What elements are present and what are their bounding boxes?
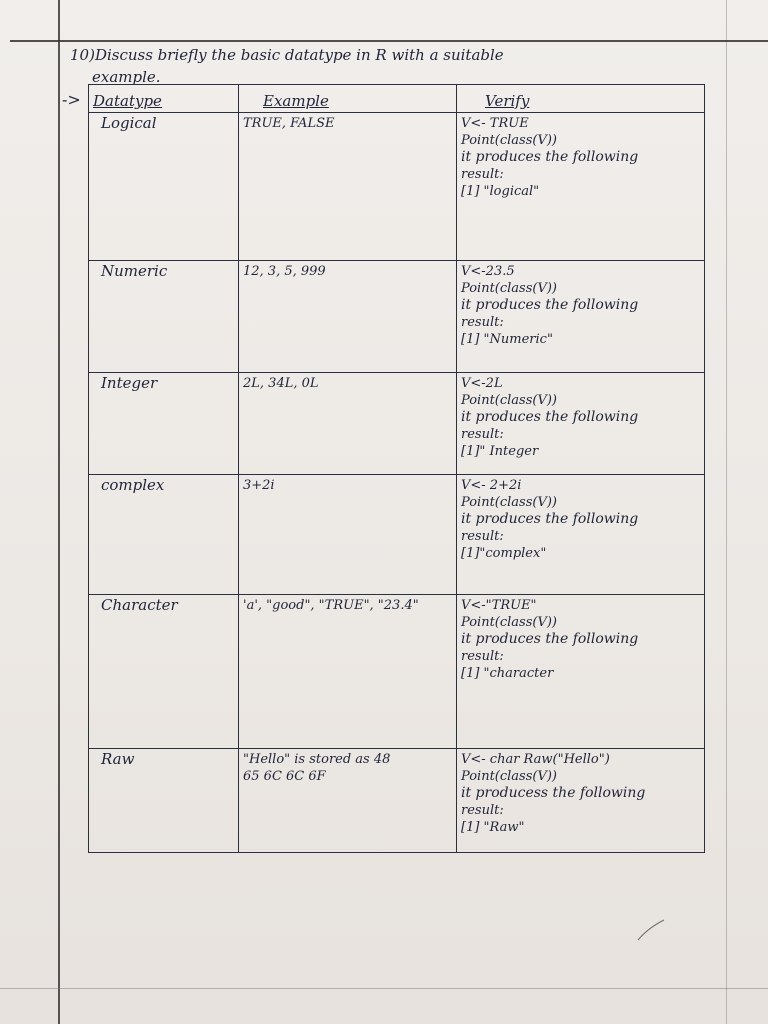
example-line: 3+2i — [243, 478, 275, 493]
datatype-name: Logical — [101, 114, 157, 132]
table-row — [89, 749, 705, 853]
datatype-cell — [89, 475, 239, 595]
verify-line: V<-"TRUE" — [461, 598, 537, 613]
datatype-name: Raw — [101, 750, 135, 768]
verify-cell — [457, 475, 705, 595]
verify-cell — [457, 595, 705, 749]
verify-line: it produces the following — [461, 409, 639, 425]
verify-line: result: — [461, 649, 504, 664]
datatype-cell — [89, 749, 239, 853]
verify-cell — [457, 261, 705, 373]
verify-line: V<- TRUE — [461, 116, 529, 131]
table-row — [89, 595, 705, 749]
verify-line: V<-23.5 — [461, 264, 515, 279]
verify-line: [1] "Raw" — [461, 820, 525, 835]
datatype-name: Integer — [101, 374, 158, 392]
example-cell — [239, 749, 457, 853]
example-cell — [239, 373, 457, 475]
datatype-cell — [89, 113, 239, 261]
verify-line: [1] "logical" — [461, 184, 540, 199]
verify-line: Point(class(V)) — [461, 769, 558, 784]
verify-line: V<-2L — [461, 376, 503, 391]
datatype-name: Numeric — [101, 262, 168, 280]
table-row — [89, 113, 705, 261]
verify-line: it produces the following — [461, 297, 639, 313]
verify-line: it produces the following — [461, 511, 639, 527]
verify-line: result: — [461, 315, 504, 330]
verify-line: result: — [461, 529, 504, 544]
margin-line-left — [58, 0, 60, 1024]
example-cell — [239, 595, 457, 749]
verify-line: it producess the following — [461, 785, 646, 801]
example-line: 2L, 34L, 0L — [243, 376, 319, 391]
example-line: 'a', "good", "TRUE", "23.4" — [243, 598, 419, 613]
table-header-row — [89, 85, 705, 113]
margin-line-right — [726, 0, 727, 1024]
arrow-mark: -> — [62, 90, 81, 109]
verify-line: it produces the following — [461, 631, 639, 647]
datatype-table — [88, 84, 705, 853]
question-text — [66, 44, 706, 88]
datatype-name: Character — [101, 596, 178, 614]
datatype-cell — [89, 595, 239, 749]
verify-line: result: — [461, 427, 504, 442]
margin-line-top — [10, 40, 768, 42]
verify-line: Point(class(V)) — [461, 393, 558, 408]
question-line-2: example. — [92, 68, 161, 86]
pen-scribble — [636, 918, 666, 942]
verify-line: [1] "character — [461, 666, 554, 681]
verify-line: it produces the following — [461, 149, 639, 165]
verify-cell — [457, 749, 705, 853]
table-row — [89, 261, 705, 373]
example-line: 65 6C 6C 6F — [243, 769, 326, 784]
datatype-name: complex — [101, 476, 165, 494]
verify-line: V<- 2+2i — [461, 478, 522, 493]
verify-line: V<- char Raw("Hello") — [461, 752, 610, 767]
verify-line: Point(class(V)) — [461, 281, 558, 296]
verify-line: Point(class(V)) — [461, 615, 558, 630]
verify-line: result: — [461, 803, 504, 818]
example-line: "Hello" is stored as 48 — [243, 752, 391, 767]
example-cell — [239, 261, 457, 373]
table-row — [89, 373, 705, 475]
header-verify: Verify — [457, 85, 705, 113]
datatype-cell — [89, 373, 239, 475]
datatype-cell — [89, 261, 239, 373]
question-line-1: 10)Discuss briefly the basic datatype in R with a suitable — [70, 46, 504, 64]
verify-line: [1]" Integer — [461, 444, 539, 459]
verify-cell — [457, 113, 705, 261]
verify-line: Point(class(V)) — [461, 133, 558, 148]
verify-line: Point(class(V)) — [461, 495, 558, 510]
verify-line: result: — [461, 167, 504, 182]
verify-cell — [457, 373, 705, 475]
example-line: 12, 3, 5, 999 — [243, 264, 326, 279]
verify-line: [1]"complex" — [461, 546, 547, 561]
margin-line-bottom — [0, 988, 768, 989]
table-row — [89, 475, 705, 595]
header-datatype: Datatype — [89, 85, 239, 113]
header-example: Example — [239, 85, 457, 113]
example-cell — [239, 475, 457, 595]
example-cell — [239, 113, 457, 261]
verify-line: [1] "Numeric" — [461, 332, 553, 347]
example-line: TRUE, FALSE — [243, 116, 335, 131]
